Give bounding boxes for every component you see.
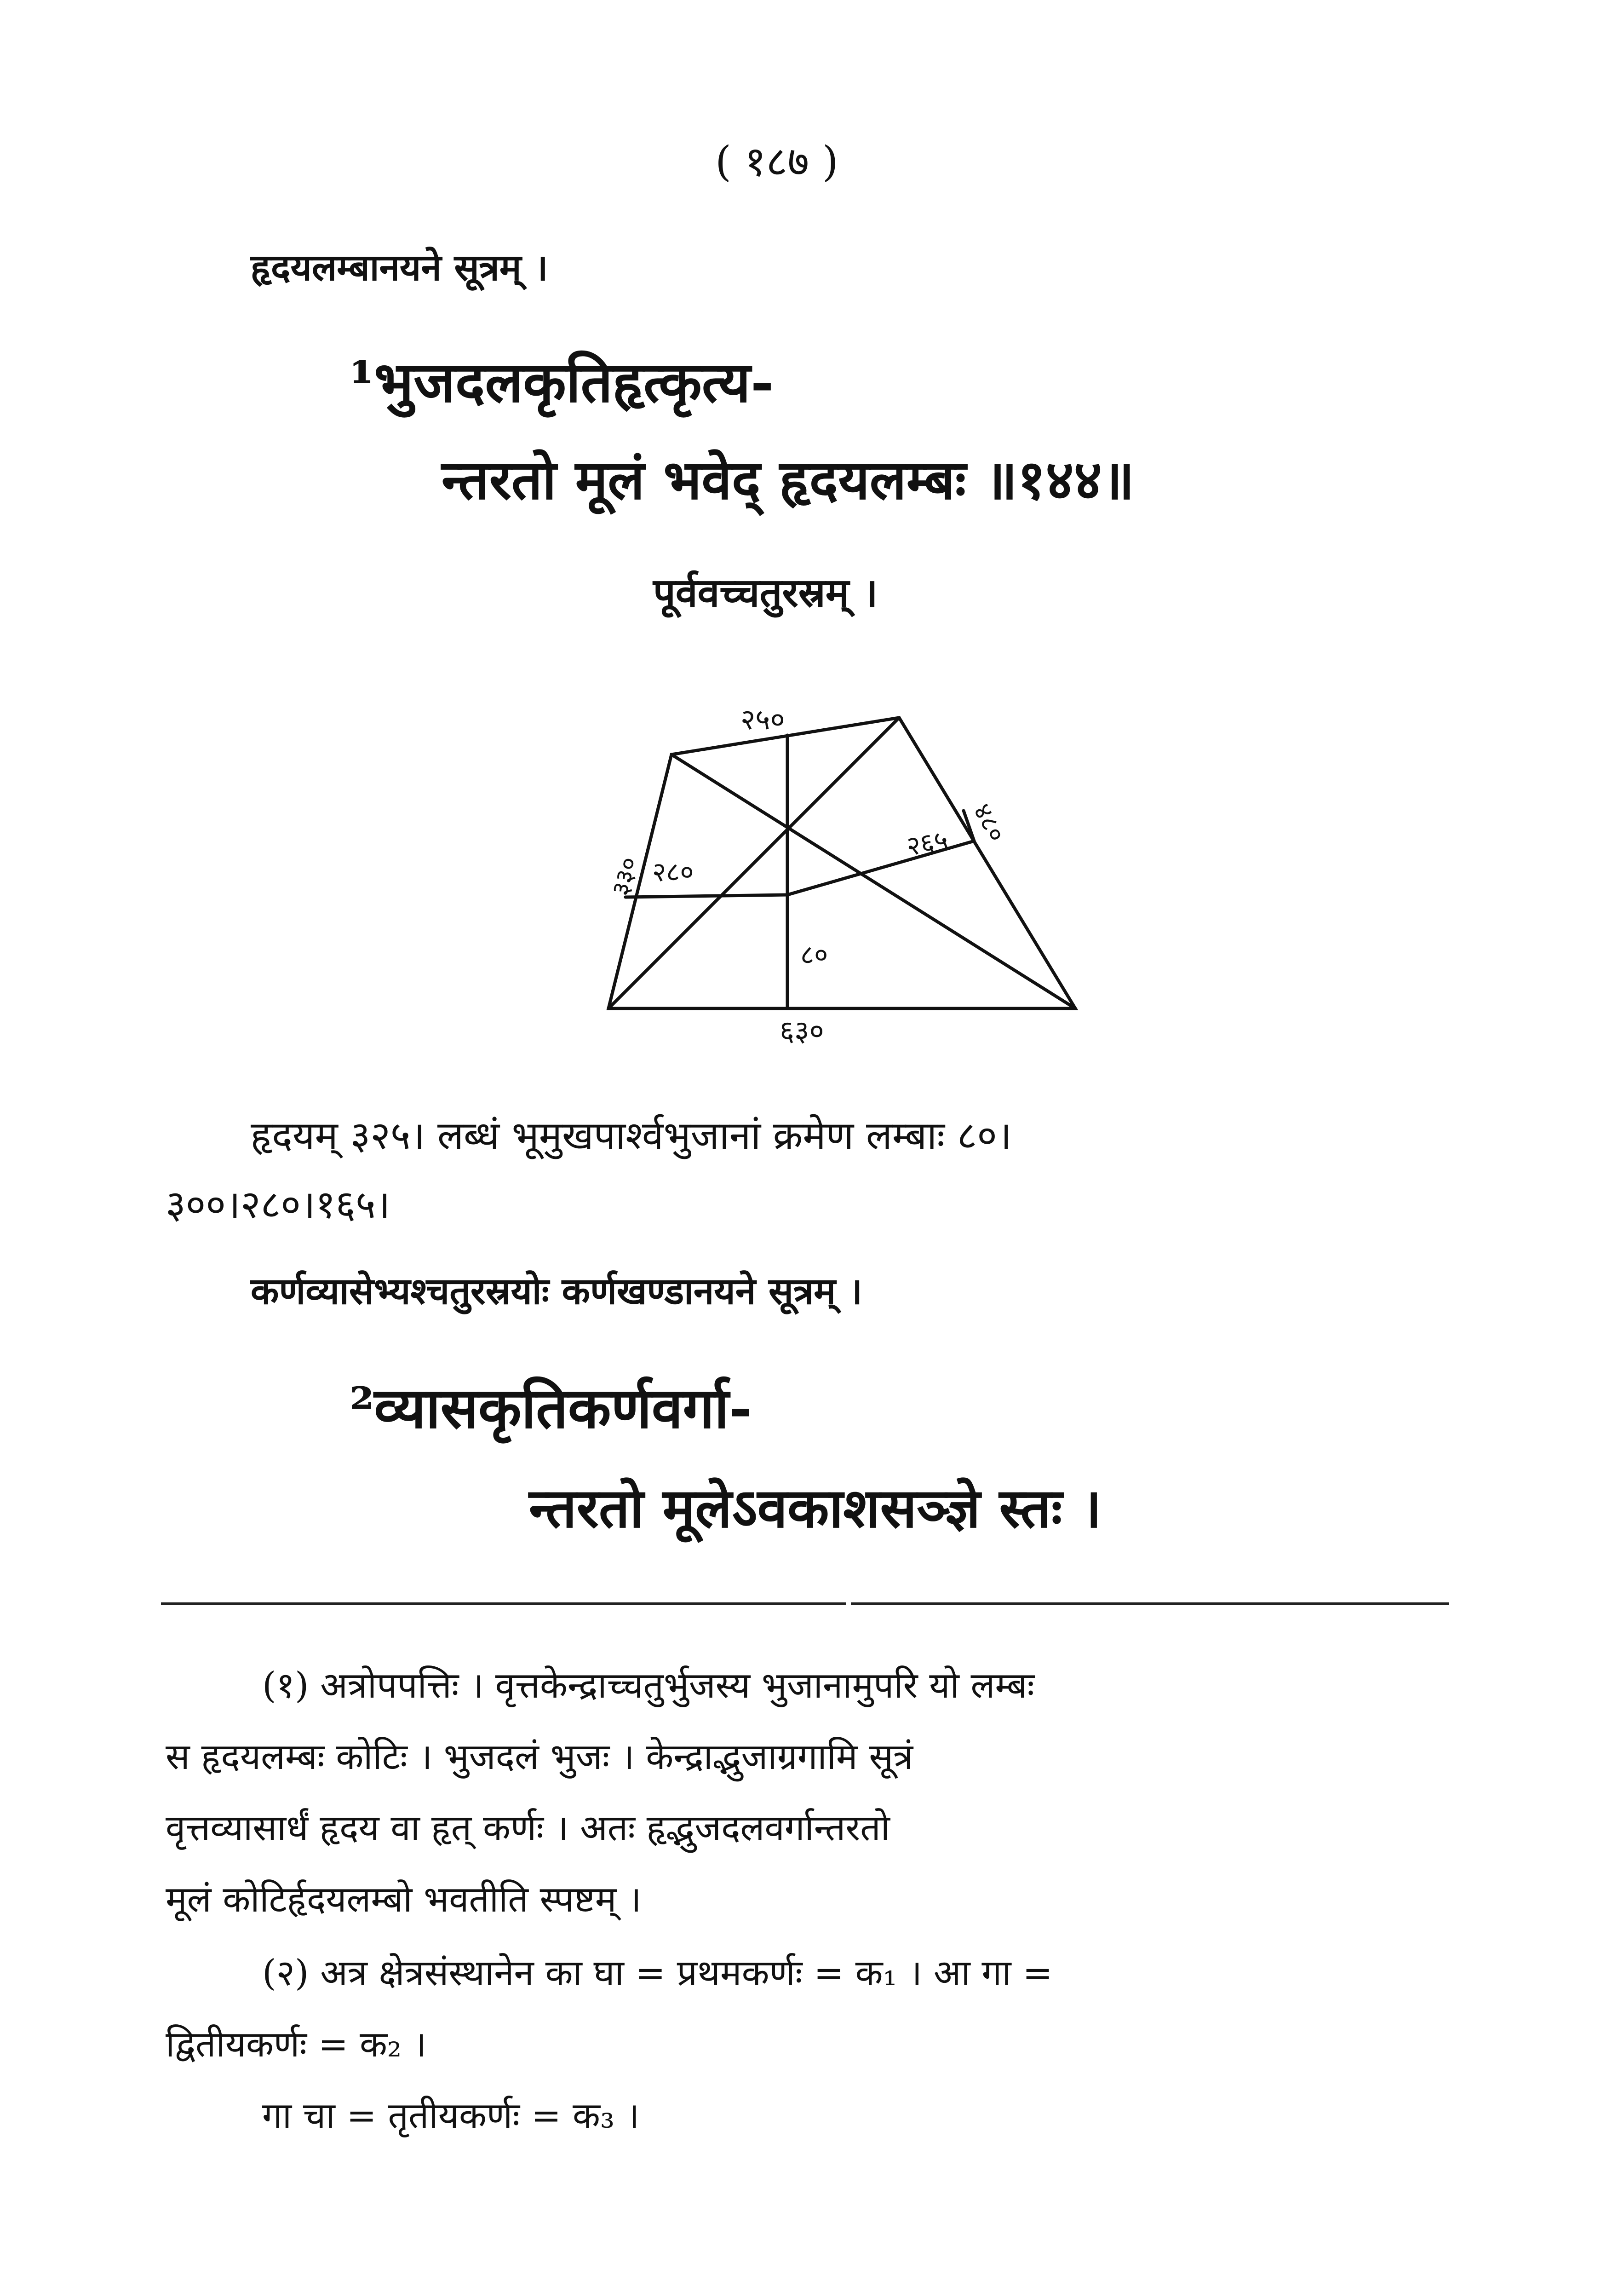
- label-top: २५०: [740, 703, 785, 736]
- verse-1-line-2: न्तरतो मूलं भवेद् हृदयलम्बः ॥१४४॥: [442, 448, 1135, 512]
- hridayam-line-1: हृदयम् ३२५। लब्धं भूमुखपार्श्वभुजानां क्रमेण लम्बाः ८०।: [251, 1113, 1012, 1158]
- footnote-1-line-1: (१) अत्रोपपत्तिः । वृत्तकेन्द्राच्चतुर्भुजस्य भुजानामुपरि यो लम्बः: [262, 1665, 1035, 1706]
- label-right-side: ४८०: [967, 799, 1011, 847]
- sutra-heading: हृदयलम्बानयने सूत्रम् ।: [251, 246, 548, 289]
- label-bottom: ६३०: [780, 1014, 824, 1048]
- sutra-heading-2: कर्णव्यासेभ्यश्चतुरस्रयोः कर्णखण्डानयने सूत्रम् ।: [251, 1269, 863, 1313]
- verse-1-line-1: ¹भुजदलकृतिहृत्कृत्य-: [350, 349, 774, 415]
- purvavat-line: पूर्ववच्चतुरस्रम् ।: [653, 570, 878, 616]
- diagonal-1: [671, 755, 1075, 1008]
- verse-2-line-1: ²व्यासकृतिकर्णवर्गा-: [350, 1375, 752, 1441]
- page-number: ( १८७ ): [715, 138, 838, 186]
- label-left-side: ३३०: [605, 853, 644, 899]
- footnote-1-line-4: मूलं कोटिर्हृदयलम्बो भवतीति स्पष्टम् ।: [166, 1879, 642, 1920]
- footnote-1-line-2: स हृदयलम्बः कोटिः । भुजदलं भुजः । केन्द्राद्भुजाग्रगामि सूत्रं: [166, 1736, 913, 1778]
- footnote-separator: [161, 1602, 846, 1605]
- label-right-perp: २६५: [904, 824, 951, 862]
- hridayam-line-2: ३००।२८०।१६५।: [166, 1182, 390, 1227]
- footnote-1-line-3: वृत्तव्यासार्धं हृदय वा हृत् कर्णः । अतः हृद्भुजदलवर्गान्तरतो: [166, 1808, 890, 1849]
- label-bottom-perp: ८०: [800, 939, 828, 970]
- verse-2-line-2: न्तरतो मूलेऽवकाशसञ्ज्ञे स्तः ।: [529, 1476, 1102, 1540]
- footnote-2-line-2: द्वितीयकर्णः = क₂ ।: [166, 2024, 427, 2065]
- footnote-2-line-1: (२) अत्र क्षेत्रसंस्थानेन का घा = प्रथमकर्णः = क₁ । आ गा =: [262, 1953, 1053, 1994]
- footnote-2-line-3: गा चा = तृतीयकर्णः = क₃ ।: [262, 2095, 640, 2137]
- label-left-perp: २८०: [652, 856, 694, 887]
- perpendicular-left: [625, 895, 787, 897]
- footnote-separator-2: [851, 1602, 1449, 1605]
